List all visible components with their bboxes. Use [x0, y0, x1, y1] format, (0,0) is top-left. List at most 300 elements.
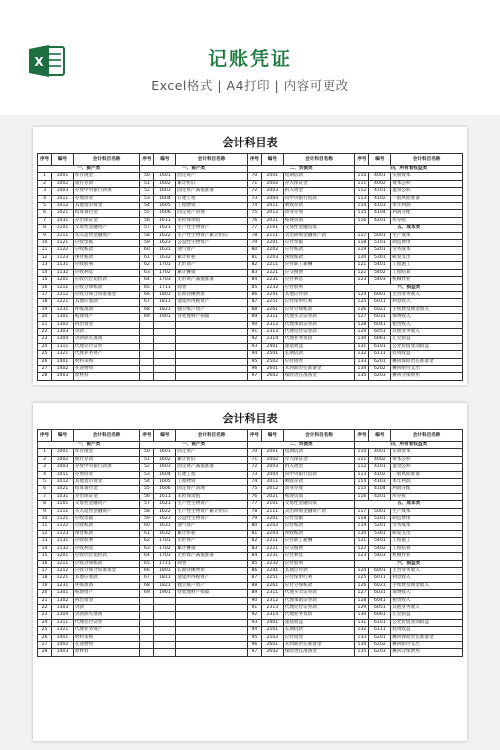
account-code: 5201 [369, 247, 391, 254]
account-code: 1212 [52, 291, 74, 298]
account-name: 其他应收款 [73, 299, 140, 306]
table-row [38, 210, 463, 217]
account-name: 其他应付款 [283, 291, 355, 298]
account-code: 6001 [369, 567, 391, 574]
account-code: 1212 [52, 567, 74, 574]
account-code: 6202 [369, 641, 391, 648]
row-number: 79 [247, 516, 261, 523]
account-name: 应付股利 [283, 284, 355, 291]
row-number: 11 [38, 523, 52, 530]
row-number: 76 [247, 493, 261, 500]
row-number: 64 [140, 553, 154, 560]
account-code: 5301 [369, 530, 391, 537]
account-name: 工程物资 [176, 479, 248, 486]
account-name: 油气资产 [176, 247, 248, 254]
account-code: 1012 [52, 203, 74, 210]
account-name [176, 627, 248, 634]
row-number: 20 [38, 314, 52, 321]
account-name: 制造费用 [391, 516, 463, 523]
row-number [140, 604, 154, 611]
account-code: 1606 [154, 210, 176, 217]
row-number: 68 [140, 582, 154, 589]
table-row [38, 545, 463, 552]
row-number [140, 612, 154, 619]
account-name: 利润分配 [391, 210, 463, 217]
row-number: 82 [247, 262, 261, 269]
account-name: 长期待摊费用 [176, 567, 248, 574]
column-header: 会计科目名称 [283, 430, 355, 442]
row-number: 1 [38, 173, 52, 180]
account-code: 2003 [261, 188, 283, 195]
row-number: 14 [38, 269, 52, 276]
column-header: 序号 [38, 154, 52, 166]
account-name: 工程结算 [391, 269, 463, 276]
row-number: 113 [355, 195, 369, 202]
account-name [176, 604, 248, 611]
account-code [154, 358, 176, 365]
row-number: 126 [355, 306, 369, 313]
account-code: 1021 [52, 486, 74, 493]
account-name: 存放同业 [73, 195, 140, 202]
row-number: 71 [247, 180, 261, 187]
table-header-row [38, 154, 463, 166]
account-name: 应付账款 [283, 523, 355, 530]
account-code: 2101 [261, 501, 283, 508]
account-code: 1621 [154, 225, 176, 232]
table-row [38, 449, 463, 456]
account-name: 保险责任准备金 [283, 649, 355, 656]
account-code: 1211 [52, 560, 74, 567]
column-header: 编号 [154, 430, 176, 442]
account-code: 2002 [261, 456, 283, 463]
account-name: 贷款损失准备 [73, 612, 140, 619]
row-number: 133 [355, 634, 369, 641]
row-number: 64 [140, 277, 154, 284]
row-number: 62 [140, 538, 154, 545]
page-title: 记账凭证 [207, 48, 292, 70]
row-number: 68 [140, 306, 154, 313]
account-code: 6061 [369, 336, 391, 343]
account-name: 递延收益 [283, 619, 355, 626]
account-name [176, 336, 248, 343]
row-number: 21 [38, 597, 52, 604]
row-number: 95 [247, 634, 261, 641]
account-code: 1031 [52, 493, 74, 500]
table-row [38, 351, 463, 358]
row-number: 2 [38, 456, 52, 463]
account-code: 2201 [261, 516, 283, 523]
account-code: 2312 [261, 321, 283, 328]
row-number: 124 [355, 291, 369, 298]
account-code: 5401 [369, 262, 391, 269]
row-number: 67 [140, 299, 154, 306]
column-header: 会计科目名称 [283, 154, 355, 166]
row-number: 7 [38, 493, 52, 500]
row-number: 89 [247, 590, 261, 597]
row-number: 125 [355, 299, 369, 306]
account-code: 5101 [369, 516, 391, 523]
account-name: 无形资产 [176, 262, 248, 269]
row-number: 116 [355, 217, 369, 224]
account-code [154, 321, 176, 328]
table-row [38, 575, 463, 582]
row-number: 53 [140, 195, 154, 202]
account-name: 在建工程 [176, 471, 248, 478]
table-row [38, 321, 463, 328]
account-code: 2232 [261, 284, 283, 291]
table-row [38, 634, 463, 641]
account-name: 交易性金融负债 [283, 501, 355, 508]
row-number: 135 [355, 373, 369, 380]
account-name: 公益性生物资产 [176, 516, 248, 523]
row-number: 62 [140, 262, 154, 269]
row-number: 9 [38, 232, 52, 239]
row-number: 126 [355, 582, 369, 589]
account-name [176, 649, 248, 656]
row-number: 84 [247, 277, 261, 284]
row-number: 56 [140, 217, 154, 224]
account-code: 5402 [369, 545, 391, 552]
row-number: 93 [247, 619, 261, 626]
account-code: 2011 [261, 479, 283, 486]
account-name [176, 612, 248, 619]
account-name: 累计折耗 [176, 530, 248, 537]
row-number: 17 [38, 567, 52, 574]
column-header: 序号 [140, 154, 154, 166]
account-name: 存放中央银行款项 [73, 464, 140, 471]
account-code: 2313 [261, 604, 283, 611]
account-name: 坏账准备 [73, 306, 140, 313]
row-number: 67 [140, 575, 154, 582]
row-number: 116 [355, 493, 369, 500]
account-name: 存放同业 [73, 471, 140, 478]
account-code: 6001 [369, 291, 391, 298]
account-name: 无形资产减值准备 [176, 553, 248, 560]
account-name: 材料采购 [73, 358, 140, 365]
section-heading: 二、负债类 [247, 442, 355, 449]
row-number: 94 [247, 627, 261, 634]
row-number: 18 [38, 299, 52, 306]
row-number: 112 [355, 188, 369, 195]
account-name: 固定资产 [176, 173, 248, 180]
preview-area [0, 115, 500, 750]
account-name: 应收账款 [73, 523, 140, 530]
account-name: 租赁收入 [391, 321, 463, 328]
table-row [38, 299, 463, 306]
account-code: 6051 [369, 328, 391, 335]
account-code: 6203 [369, 649, 391, 656]
account-code: 1701 [154, 262, 176, 269]
account-name: 独立账户资产 [176, 582, 248, 589]
table-row [38, 619, 463, 626]
account-name: 汇兑损益 [391, 336, 463, 343]
row-number: 28 [38, 373, 52, 380]
row-number: 27 [38, 365, 52, 372]
column-header: 序号 [38, 430, 52, 442]
row-number: 130 [355, 612, 369, 619]
account-name: 应付债券 [283, 358, 355, 365]
column-header: 序号 [247, 430, 261, 442]
account-code: 1301 [52, 590, 74, 597]
account-name: 应收票据 [73, 240, 140, 247]
account-name: 贴现资产 [73, 590, 140, 597]
account-name: 短期借款 [283, 173, 355, 180]
account-code: 2601 [261, 365, 283, 372]
account-code: 2231 [261, 277, 283, 284]
row-number: 117 [355, 508, 369, 515]
column-header: 序号 [355, 154, 369, 166]
account-name: 拆入资金 [283, 188, 355, 195]
row-number: 11 [38, 247, 52, 254]
account-code: 5403 [369, 553, 391, 560]
row-number: 80 [247, 247, 261, 254]
account-code: 1622 [154, 232, 176, 239]
account-code: 1003 [52, 464, 74, 471]
account-code: 1131 [52, 538, 74, 545]
row-number: 132 [355, 627, 369, 634]
account-code: 1321 [52, 627, 74, 634]
table-row [38, 486, 463, 493]
account-code: 1703 [154, 277, 176, 284]
account-name: 存入保证金 [283, 456, 355, 463]
account-code: 1631 [154, 523, 176, 530]
row-number: 125 [355, 575, 369, 582]
column-header: 会计科目名称 [176, 430, 248, 442]
account-code [154, 373, 176, 380]
account-name: 长期借款 [283, 351, 355, 358]
account-name: 贷款 [73, 604, 140, 611]
account-name: 生产性生物资产 [176, 501, 248, 508]
row-number [140, 328, 154, 335]
row-number: 60 [140, 247, 154, 254]
account-name: 库存股 [391, 217, 463, 224]
row-number: 92 [247, 612, 261, 619]
account-code: 1801 [154, 291, 176, 298]
account-code: 1811 [154, 299, 176, 306]
row-number: 114 [355, 479, 369, 486]
row-number: 74 [247, 479, 261, 486]
account-name: 摊回分保费用 [391, 649, 463, 656]
table-row [38, 471, 463, 478]
account-code: 2602 [261, 649, 283, 656]
row-number: 6 [38, 486, 52, 493]
account-code: 2241 [261, 291, 283, 298]
account-name [176, 634, 248, 641]
row-number: 26 [38, 634, 52, 641]
account-code: 1403 [52, 649, 74, 656]
account-code: 2001 [261, 173, 283, 180]
account-name: 资本公积 [391, 180, 463, 187]
table-row [38, 597, 463, 604]
table-row [38, 530, 463, 537]
section-heading: 五、成本类 [355, 225, 463, 232]
account-name: 在途物资 [73, 365, 140, 372]
account-code: 1111 [52, 232, 74, 239]
table-row [38, 373, 463, 380]
account-code: 1801 [154, 567, 176, 574]
row-number: 10 [38, 240, 52, 247]
account-name: 应收分保合同准备金 [73, 291, 140, 298]
account-code: 2501 [261, 627, 283, 634]
table-row [38, 553, 463, 560]
account-code: 2601 [261, 641, 283, 648]
account-name: 应收分保账款 [73, 560, 140, 567]
row-number: 88 [247, 582, 261, 589]
account-name: 库存现金 [73, 449, 140, 456]
account-name: 摊回赔付支出 [391, 365, 463, 372]
section-heading: 五、成本类 [355, 501, 463, 508]
account-code: 2311 [261, 314, 283, 321]
account-code: 4101 [369, 464, 391, 471]
account-code: 2021 [261, 217, 283, 224]
account-name: 待处理财产损溢 [176, 314, 248, 321]
account-name: 投资收益 [391, 351, 463, 358]
table-row [38, 464, 463, 471]
account-code: 2251 [261, 299, 283, 306]
column-header: 编号 [52, 430, 74, 442]
account-code: 1604 [154, 195, 176, 202]
row-number: 122 [355, 269, 369, 276]
row-number: 66 [140, 567, 154, 574]
account-code: 1122 [52, 523, 74, 530]
account-code [154, 619, 176, 626]
row-number: 132 [355, 351, 369, 358]
account-name: 其他应收款 [73, 575, 140, 582]
account-code: 6101 [369, 343, 391, 350]
sheet-preview-1 [33, 127, 467, 385]
table-row [38, 343, 463, 350]
row-number: 91 [247, 328, 261, 335]
table-row [38, 195, 463, 202]
row-number: 9 [38, 508, 52, 515]
row-number: 7 [38, 217, 52, 224]
row-number: 57 [140, 501, 154, 508]
row-number: 87 [247, 299, 261, 306]
account-name: 代理承销证券款 [283, 321, 355, 328]
account-name: 固定资产减值准备 [176, 464, 248, 471]
row-number: 91 [247, 604, 261, 611]
account-code: 2003 [261, 464, 283, 471]
account-name: 手续费及佣金收入 [391, 306, 463, 313]
row-number: 18 [38, 575, 52, 582]
accounts-table [37, 429, 463, 657]
account-name: 应付账款 [283, 247, 355, 254]
account-name: 主营业务收入 [391, 291, 463, 298]
account-name: 固定资产 [176, 449, 248, 456]
table-row [38, 358, 463, 365]
row-number: 123 [355, 277, 369, 284]
account-code: 1622 [154, 508, 176, 515]
account-code: 1632 [154, 254, 176, 261]
row-number: 90 [247, 321, 261, 328]
row-number: 28 [38, 649, 52, 656]
row-number: 78 [247, 508, 261, 515]
account-code: 6041 [369, 597, 391, 604]
row-number: 120 [355, 530, 369, 537]
row-number: 66 [140, 291, 154, 298]
table-row [38, 247, 463, 254]
account-code: 6203 [369, 373, 391, 380]
row-number: 114 [355, 203, 369, 210]
account-code: 2232 [261, 560, 283, 567]
account-code: 2231 [261, 553, 283, 560]
account-code: 5201 [369, 523, 391, 530]
account-code: 1231 [52, 582, 74, 589]
row-number: 24 [38, 343, 52, 350]
row-number: 119 [355, 523, 369, 530]
account-code: 6011 [369, 299, 391, 306]
account-code: 1303 [52, 328, 74, 335]
table-row [38, 560, 463, 567]
account-code [154, 641, 176, 648]
account-name: 同业存放 [283, 486, 355, 493]
row-number: 118 [355, 240, 369, 247]
account-name: 应付职工薪酬 [283, 538, 355, 545]
account-name [176, 365, 248, 372]
account-name: 固定资产清理 [176, 486, 248, 493]
account-code [154, 649, 176, 656]
account-name: 未到期责任准备金 [283, 641, 355, 648]
account-code: 1123 [52, 254, 74, 261]
account-code: 1606 [154, 486, 176, 493]
table-row [38, 314, 463, 321]
row-number: 129 [355, 328, 369, 335]
page-subtitle: Excel格式 | A4打印 | 内容可更改 [151, 78, 349, 93]
account-name: 机械作业 [391, 553, 463, 560]
table-row [38, 516, 463, 523]
table-row [38, 277, 463, 284]
row-number: 128 [355, 597, 369, 604]
account-name: 代理承销证券款 [283, 597, 355, 604]
account-name: 应付职工薪酬 [283, 262, 355, 269]
row-number: 83 [247, 545, 261, 552]
account-code: 1111 [52, 508, 74, 515]
row-number: 13 [38, 262, 52, 269]
row-number: 128 [355, 321, 369, 328]
account-code [154, 634, 176, 641]
account-code: 1021 [52, 210, 74, 217]
table-row [38, 442, 463, 449]
account-name [176, 358, 248, 365]
account-name: 应收票据 [73, 516, 140, 523]
account-name: 应收股利 [73, 538, 140, 545]
column-header: 编号 [369, 430, 391, 442]
account-name: 代理业务资产 [73, 627, 140, 634]
column-header: 会计科目名称 [73, 430, 140, 442]
row-number: 120 [355, 254, 369, 261]
row-number: 88 [247, 306, 261, 313]
account-name: 代理兑付证券款 [283, 328, 355, 335]
table-row [38, 291, 463, 298]
account-code: 1401 [52, 634, 74, 641]
table-row [38, 627, 463, 634]
account-code: 1001 [52, 449, 74, 456]
account-name: 一般风险准备 [391, 195, 463, 202]
account-code: 1701 [154, 538, 176, 545]
account-code: 1002 [52, 456, 74, 463]
account-code: 1631 [154, 247, 176, 254]
account-code: 5403 [369, 277, 391, 284]
account-code: 2004 [261, 195, 283, 202]
table-row [38, 590, 463, 597]
account-code: 1011 [52, 471, 74, 478]
account-code: 6202 [369, 365, 391, 372]
account-name: 无形资产 [176, 538, 248, 545]
row-number: 118 [355, 516, 369, 523]
section-heading: 一、资产类 [140, 166, 248, 173]
account-code: 2314 [261, 336, 283, 343]
account-name: 应收分保合同准备金 [73, 567, 140, 574]
